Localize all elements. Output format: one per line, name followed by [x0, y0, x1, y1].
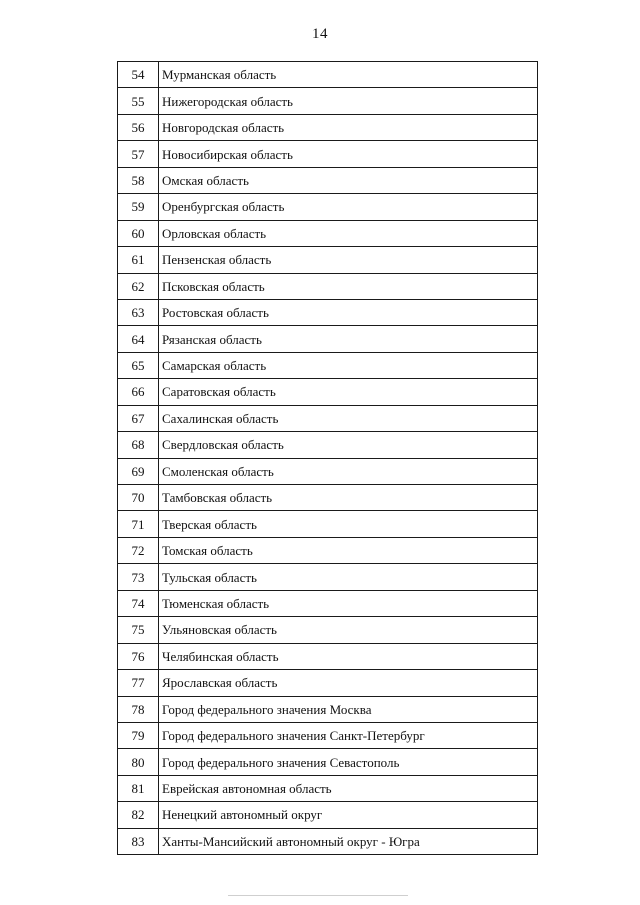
region-name-cell: Новгородская область: [159, 114, 538, 140]
row-number-cell: 78: [118, 696, 159, 722]
table-row: [118, 141, 538, 167]
row-number-cell: 82: [118, 802, 159, 828]
region-name-cell: Тюменская область: [159, 590, 538, 616]
region-name-cell: Новосибирская область: [159, 141, 538, 167]
table-row: [118, 643, 538, 669]
region-name-cell: Тверская область: [159, 511, 538, 537]
table-row: [118, 326, 538, 352]
table-row: [118, 590, 538, 616]
table-row: [118, 670, 538, 696]
region-name-cell: Пензенская область: [159, 247, 538, 273]
row-number-cell: 64: [118, 326, 159, 352]
region-name-cell: Ульяновская область: [159, 617, 538, 643]
table-row: [118, 828, 538, 854]
region-name-cell: Оренбургская область: [159, 194, 538, 220]
table-row: [118, 88, 538, 114]
row-number-cell: 65: [118, 352, 159, 378]
region-name-cell: Самарская область: [159, 352, 538, 378]
table-row: [118, 220, 538, 246]
region-name-cell: Еврейская автономная область: [159, 775, 538, 801]
row-number-cell: 70: [118, 485, 159, 511]
table-row: [118, 775, 538, 801]
table-row: [118, 194, 538, 220]
regions-table: [117, 61, 538, 855]
region-name-cell: Орловская область: [159, 220, 538, 246]
region-name-cell: Тульская область: [159, 564, 538, 590]
row-number-cell: 68: [118, 432, 159, 458]
table-row: [118, 352, 538, 378]
table-row: [118, 564, 538, 590]
row-number-cell: 58: [118, 167, 159, 193]
region-name-cell: Томская область: [159, 537, 538, 563]
row-number-cell: 81: [118, 775, 159, 801]
region-name-cell: Свердловская область: [159, 432, 538, 458]
page-edge-line: [228, 895, 408, 896]
table-row: [118, 722, 538, 748]
table-row: [118, 273, 538, 299]
table-row: [118, 749, 538, 775]
row-number-cell: 56: [118, 114, 159, 140]
region-name-cell: Челябинская область: [159, 643, 538, 669]
row-number-cell: 80: [118, 749, 159, 775]
row-number-cell: 57: [118, 141, 159, 167]
row-number-cell: 77: [118, 670, 159, 696]
region-name-cell: Смоленская область: [159, 458, 538, 484]
row-number-cell: 76: [118, 643, 159, 669]
region-name-cell: Сахалинская область: [159, 405, 538, 431]
page-number: 14: [312, 26, 328, 42]
table-row: [118, 432, 538, 458]
region-name-cell: Ханты-Мансийский автономный округ - Югра: [159, 828, 538, 854]
table-row: [118, 247, 538, 273]
table-row: [118, 62, 538, 88]
row-number-cell: 60: [118, 220, 159, 246]
table-row: [118, 405, 538, 431]
table-row: [118, 114, 538, 140]
row-number-cell: 66: [118, 379, 159, 405]
region-name-cell: Ростовская область: [159, 299, 538, 325]
table-row: [118, 511, 538, 537]
region-name-cell: Мурманская область: [159, 62, 538, 88]
table-row: [118, 485, 538, 511]
region-name-cell: Город федерального значения Москва: [159, 696, 538, 722]
table-row: [118, 458, 538, 484]
row-number-cell: 55: [118, 88, 159, 114]
table-row: [118, 802, 538, 828]
row-number-cell: 75: [118, 617, 159, 643]
region-name-cell: Город федерального значения Санкт-Петербург: [159, 722, 538, 748]
row-number-cell: 62: [118, 273, 159, 299]
row-number-cell: 59: [118, 194, 159, 220]
row-number-cell: 79: [118, 722, 159, 748]
table-row: [118, 167, 538, 193]
regions-table-body: [118, 62, 538, 855]
row-number-cell: 61: [118, 247, 159, 273]
row-number-cell: 83: [118, 828, 159, 854]
row-number-cell: 73: [118, 564, 159, 590]
table-row: [118, 537, 538, 563]
row-number-cell: 72: [118, 537, 159, 563]
row-number-cell: 71: [118, 511, 159, 537]
region-name-cell: Рязанская область: [159, 326, 538, 352]
region-name-cell: Город федерального значения Севастополь: [159, 749, 538, 775]
row-number-cell: 63: [118, 299, 159, 325]
region-name-cell: Омская область: [159, 167, 538, 193]
row-number-cell: 74: [118, 590, 159, 616]
table-row: [118, 379, 538, 405]
region-name-cell: Ярославская область: [159, 670, 538, 696]
region-name-cell: Псковская область: [159, 273, 538, 299]
row-number-cell: 54: [118, 62, 159, 88]
region-name-cell: Нижегородская область: [159, 88, 538, 114]
region-name-cell: Ненецкий автономный округ: [159, 802, 538, 828]
table-row: [118, 299, 538, 325]
row-number-cell: 67: [118, 405, 159, 431]
table-row: [118, 696, 538, 722]
row-number-cell: 69: [118, 458, 159, 484]
table-row: [118, 617, 538, 643]
region-name-cell: Тамбовская область: [159, 485, 538, 511]
region-name-cell: Саратовская область: [159, 379, 538, 405]
